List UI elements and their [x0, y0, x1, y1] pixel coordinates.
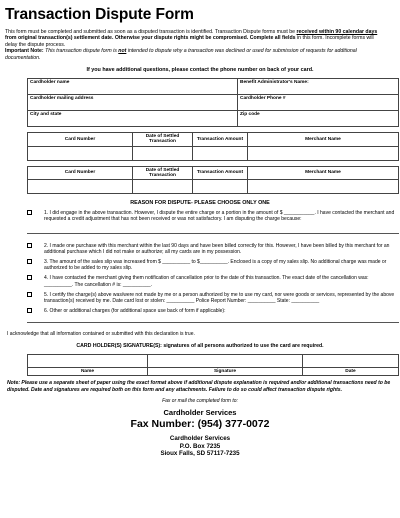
cardholder-name-field[interactable]: [28, 79, 238, 95]
city-state-field[interactable]: [28, 111, 238, 127]
signature-cell[interactable]: [148, 355, 303, 368]
reason-2-checkbox[interactable]: [27, 243, 32, 248]
col-merchant: Merchant Name: [248, 166, 399, 180]
intro-p2a: Important Note:: [5, 48, 44, 55]
reason-2-text: 2. I made one purchase with this merchant within the last 90 days and have been billed correctly for this. However, I have been billed by this merchant for an additional purchase which I did not make or authorize; all my cards are in my possession.: [44, 242, 390, 255]
col-card-number: Card Number: [28, 133, 133, 147]
reason-3-text: 3. The amount of the sales slip was increased from $ __________ to $__________. Enclosed is a copy of my sales slip. No additional charge was made or authorized to be added to my sales slip.: [44, 259, 387, 272]
col-amount: Transaction Amount: [193, 166, 248, 180]
reason-1: [5, 210, 395, 222]
reason-6: [5, 308, 395, 314]
reason-3: [5, 259, 395, 271]
reason-1-text: 1. I did engage in the above transaction. However, I dispute the entire charge or a portion in the amount of $ ___________. I have contacted the merchant and requested a credit adjustment that has not been received or was not satisfactory. I am disputing the charge because:: [44, 210, 395, 223]
settled-date-cell[interactable]: [133, 146, 193, 160]
reason-5: [5, 292, 395, 304]
reason-6-checkbox[interactable]: [27, 308, 32, 313]
intro-text: [5, 29, 385, 61]
note-text: Note: Please use a separate sheet of paper using the exact format above if additional dispute explanation is required and/or additional transactions need to be disputed. Date and signatures are required both on this form and any attachments. Failure to do so could affect transaction dispute rights.: [7, 380, 391, 393]
address-line-2: P.O. Box 7235: [179, 442, 221, 450]
amount-cell[interactable]: [193, 146, 248, 160]
amount-cell[interactable]: [193, 180, 248, 194]
intro-p1a: This form must be completed and submitted as soon as a disputed transaction is identified. Transaction Dispute forms must be: [5, 29, 297, 35]
reason-title: REASON FOR DISPUTE- PLEASE CHOOSE ONLY ONE: [130, 200, 270, 207]
zip-field[interactable]: [238, 111, 399, 127]
reason-5-text: 5. I certify the charge(s) above was/were not made by me or a person authorized by me to use my card, nor were goods or services, represented by the above transaction(s) received by me. Date card lost or stolen: __________ Police Report Number: __________ State: __________: [44, 291, 395, 305]
benefit-admin-label: Benefit Administrator's Name:: [240, 80, 309, 86]
intro-p1d: all fields: [274, 35, 296, 42]
settled-date-cell[interactable]: [133, 180, 193, 194]
acknowledge-text: I acknowledge that all information contained or submitted with this declaration is true.: [7, 331, 195, 338]
reason-3-checkbox[interactable]: [27, 259, 32, 264]
card-number-cell[interactable]: [28, 146, 133, 160]
date-cell[interactable]: [303, 355, 399, 368]
fax-number: Fax Number: (954) 377-0072: [130, 418, 270, 431]
signature-title: CARD HOLDER(S) SIGNATURE(S): signatures of all persons authorized to use the card are required.: [76, 343, 324, 350]
card-number-cell[interactable]: [28, 180, 133, 194]
phone-field[interactable]: [238, 95, 399, 111]
reason-4: [5, 275, 395, 287]
cardholder-services-heading: Cardholder Services: [163, 408, 237, 418]
transaction-table-2: [27, 166, 399, 195]
mailing-address-field[interactable]: [28, 95, 238, 111]
signature-table: [27, 354, 399, 376]
merchant-cell[interactable]: [248, 146, 399, 160]
reason-4-text: 4. I have contacted the merchant giving them notification of cancellation prior to the date of this transaction. The exact date of the cancellation was: __________. The cancellation # is: __________.: [44, 275, 369, 288]
intro-p1b: received within 90 calendar days: [296, 29, 378, 35]
transaction-table-1: [27, 132, 399, 161]
mailing-address-label: Cardholder mailing address: [30, 96, 94, 102]
intro-p1e: in this form. Incomplete forms will delay the dispute process.: [5, 35, 374, 48]
name-cell[interactable]: [28, 355, 148, 368]
fax-mail-instruction: Fax or mail the completed form to:: [162, 398, 238, 405]
mailing-address-block: [5, 435, 395, 458]
intro-p1c: from original transaction(s) settlement date. Otherwise your dispute rights might be compromised. Complete: [5, 35, 275, 42]
reason-1-checkbox[interactable]: [27, 210, 32, 215]
reason-6-text: 6. Other or additional charges (for additional space use back of form if applicable):: [44, 308, 226, 315]
date-label: Date: [303, 368, 399, 376]
page-title: Transaction Dispute Form: [5, 6, 194, 23]
intro-p2d: intended to dispute why a transaction was declined or used for submission of requests for additional documentation.: [5, 48, 357, 61]
cardholder-info-table: [27, 78, 399, 127]
col-merchant: Merchant Name: [248, 133, 399, 147]
city-state-label: City and state: [30, 112, 62, 118]
reason-5-checkbox[interactable]: [27, 292, 32, 297]
intro-p2c: not: [118, 48, 127, 55]
col-settled-date: Date of Settled Transaction: [133, 133, 193, 147]
signature-label: Signature: [148, 368, 303, 376]
intro-p2b: This transaction dispute form is: [43, 48, 119, 55]
reason-1-line[interactable]: [27, 227, 399, 234]
address-line-3: Sioux Falls, SD 57117-7235: [160, 450, 240, 458]
phone-label: Cardholder Phone #: [240, 96, 286, 102]
col-settled-date: Date of Settled Transaction: [133, 166, 193, 180]
col-card-number: Card Number: [28, 166, 133, 180]
contact-line: If you have additional questions, please contact the phone number on back of your card.: [86, 67, 314, 74]
merchant-cell[interactable]: [248, 180, 399, 194]
reason-4-checkbox[interactable]: [27, 275, 32, 280]
name-label: Name: [28, 368, 148, 376]
benefit-admin-field[interactable]: [238, 79, 399, 95]
zip-label: Zip code: [240, 112, 260, 118]
cardholder-name-label: Cardholder name: [30, 80, 70, 86]
reason-6-line[interactable]: [27, 316, 399, 323]
col-amount: Transaction Amount: [193, 133, 248, 147]
reason-2: [5, 243, 395, 255]
address-line-1: Cardholder Services: [169, 435, 231, 443]
